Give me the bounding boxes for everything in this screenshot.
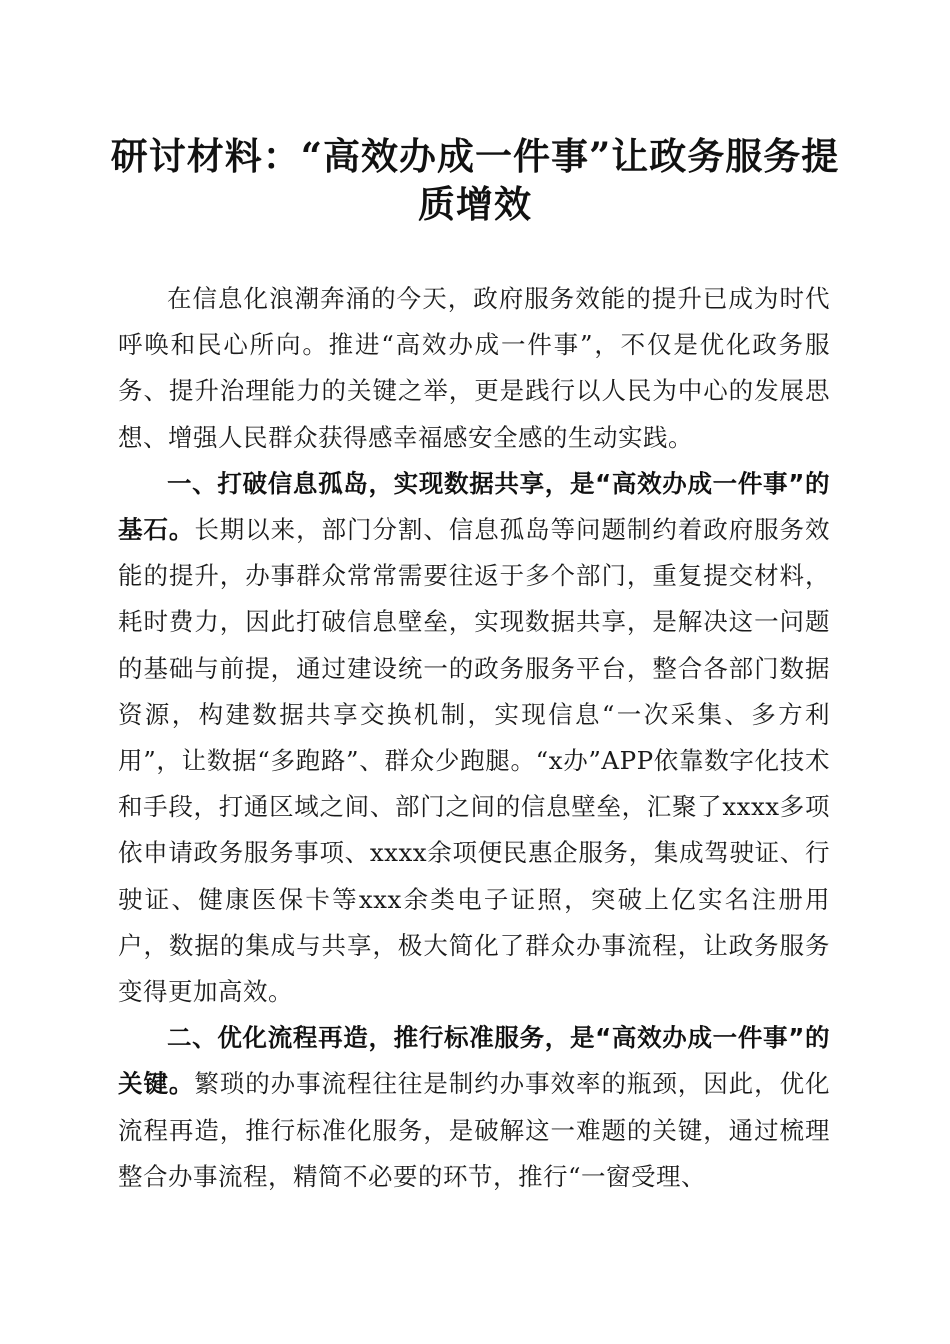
paragraph-text: 繁琐的办事流程往往是制约办事效率的瓶颈，因此，优化流程再造，推行标准化服务，是破解这一难题的关键，通过梳理整合办事流程，精简不必要的环节，推行“一窗受理、 <box>118 1069 831 1191</box>
paragraph-section-1 <box>118 461 830 1015</box>
paragraph-section-2 <box>118 1015 830 1200</box>
section-heading: 一、打破信息孤岛，实现数据共享，是“高效办成一件事”的基石。 <box>118 468 830 545</box>
document-body <box>118 276 830 1200</box>
paragraph-text: 在信息化浪潮奔涌的今天，政府服务效能的提升已成为时代呼唤和民心所向。推进“高效办成一件事”，不仅是优化政务服务、提升治理能力的关键之举，更是践行以人民为中心的发展思想、增强人民群众获得感幸福感安全感的生动实践。 <box>118 284 830 452</box>
document-title: 研讨材料：“高效办成一件事”让政务服务提质增效 <box>110 134 840 226</box>
paragraph-text: 长期以来，部门分割、信息孤岛等问题制约着政府服务效能的提升，办事群众常常需要往返于多个部门，重复提交材料，耗时费力，因此打破信息壁垒，实现数据共享，是解决这一问题的基础与前提，通过建设统一的政务服务平台，整合各部门数据资源，构建数据共享交换机制，实现信息“一次采集、多方利用”，让数据“多跑路”、群众少跑腿。“x办”APP依靠数字化技术和手段，打通区域之间、部门之间的信息壁垒，汇聚了xxxx多项依申请政务服务事项、xxxx余项便民惠企服务，集成驾驶证、行驶证、健康医保卡等xxx余类电子证照，突破上亿实名注册用户，数据的集成与共享，极大简化了群众办事流程，让政务服务变得更加高效。 <box>118 515 831 1007</box>
paragraph-intro <box>118 276 830 461</box>
section-heading: 二、优化流程再造，推行标准服务，是“高效办成一件事”的关键。 <box>118 1023 830 1099</box>
